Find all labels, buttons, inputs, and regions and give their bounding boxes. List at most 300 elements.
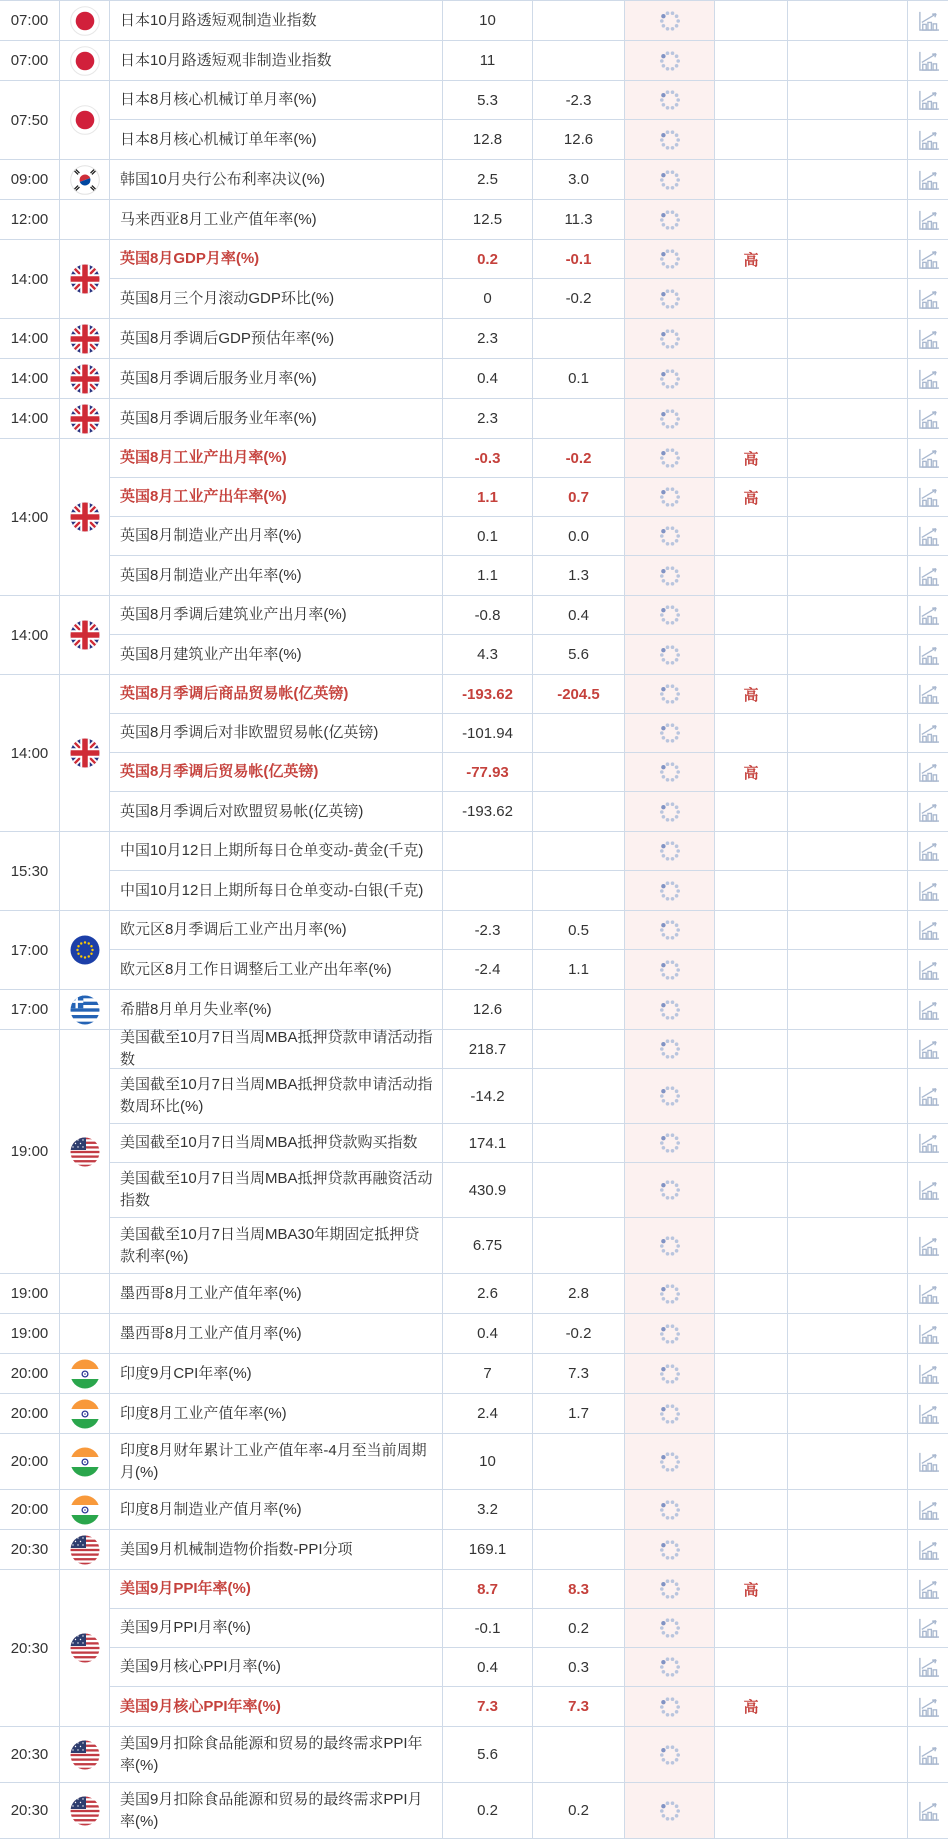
revision-cell xyxy=(788,1314,908,1353)
table-row xyxy=(110,359,948,398)
chart-cell xyxy=(908,1354,948,1393)
revision-cell xyxy=(788,439,908,477)
previous-value: -204.5 xyxy=(533,675,625,713)
bar-chart-icon[interactable] xyxy=(915,917,941,943)
bar-chart-icon[interactable] xyxy=(915,8,941,34)
chart-cell xyxy=(908,792,948,831)
chart-cell xyxy=(908,675,948,713)
bar-chart-icon[interactable] xyxy=(915,48,941,74)
revision-cell xyxy=(788,1394,908,1433)
table-row xyxy=(110,1030,948,1069)
event-rows xyxy=(110,1314,948,1353)
calendar-group xyxy=(0,1783,948,1839)
calendar-group xyxy=(0,911,948,990)
forecast-cell xyxy=(625,1530,715,1569)
importance-badge xyxy=(715,1218,788,1273)
loading-spinner-icon xyxy=(659,525,681,547)
event-name: 欧元区8月季调后工业产出月率(%) xyxy=(110,911,443,949)
importance-badge xyxy=(715,1069,788,1123)
event-time: 14:00 xyxy=(0,399,60,438)
bar-chart-icon[interactable] xyxy=(915,1083,941,1109)
loading-spinner-icon xyxy=(659,840,681,862)
bar-chart-icon[interactable] xyxy=(915,87,941,113)
chart-cell xyxy=(908,359,948,398)
previous-value xyxy=(533,1163,625,1217)
flag-placeholder xyxy=(60,1274,110,1313)
table-row xyxy=(110,478,948,517)
actual-value: -14.2 xyxy=(443,1069,533,1123)
event-name: 美国9月机械制造物价指数-PPI分项 xyxy=(110,1530,443,1569)
event-name: 欧元区8月工作日调整后工业产出年率(%) xyxy=(110,950,443,989)
loading-spinner-icon xyxy=(659,89,681,111)
actual-value: -2.4 xyxy=(443,950,533,989)
bar-chart-icon[interactable] xyxy=(915,167,941,193)
loading-spinner-icon xyxy=(659,565,681,587)
calendar-group xyxy=(0,439,948,596)
forecast-cell xyxy=(625,1609,715,1647)
forecast-cell xyxy=(625,1354,715,1393)
bar-chart-icon[interactable] xyxy=(915,642,941,668)
previous-value xyxy=(533,399,625,438)
forecast-cell xyxy=(625,1727,715,1782)
forecast-cell xyxy=(625,832,715,870)
chart-cell xyxy=(908,279,948,318)
event-rows xyxy=(110,832,948,910)
loading-spinner-icon xyxy=(659,1499,681,1521)
event-rows xyxy=(110,359,948,398)
forecast-cell xyxy=(625,200,715,239)
chart-cell xyxy=(908,1490,948,1529)
bar-chart-icon[interactable] xyxy=(915,1576,941,1602)
loading-spinner-icon xyxy=(659,919,681,941)
chart-cell xyxy=(908,1434,948,1489)
importance-badge xyxy=(715,950,788,989)
loading-spinner-icon xyxy=(659,1451,681,1473)
bar-chart-icon[interactable] xyxy=(915,406,941,432)
chart-cell xyxy=(908,1314,948,1353)
actual-value: 0.4 xyxy=(443,1314,533,1353)
event-name: 印度8月制造业产值月率(%) xyxy=(110,1490,443,1529)
event-time: 07:00 xyxy=(0,41,60,80)
event-rows xyxy=(110,81,948,159)
forecast-cell xyxy=(625,319,715,358)
event-name: 美国9月扣除食品能源和贸易的最终需求PPI月率(%) xyxy=(110,1783,443,1838)
event-rows xyxy=(110,1274,948,1313)
forecast-cell xyxy=(625,950,715,989)
previous-value xyxy=(533,871,625,910)
previous-value: 1.1 xyxy=(533,950,625,989)
chart-cell xyxy=(908,1783,948,1838)
revision-cell xyxy=(788,1783,908,1838)
calendar-group xyxy=(0,990,948,1030)
calendar-group xyxy=(0,160,948,200)
bar-chart-icon[interactable] xyxy=(915,1130,941,1156)
bar-chart-icon[interactable] xyxy=(915,957,941,983)
bar-chart-icon[interactable] xyxy=(915,1615,941,1641)
importance-badge xyxy=(715,200,788,239)
forecast-cell xyxy=(625,41,715,80)
bar-chart-icon[interactable] xyxy=(915,681,941,707)
revision-cell xyxy=(788,517,908,555)
forecast-cell xyxy=(625,478,715,516)
importance-badge xyxy=(715,160,788,199)
event-name: 美国截至10月7日当周MBA抵押贷款申请活动指数 xyxy=(110,1030,443,1068)
table-row xyxy=(110,675,948,714)
forecast-cell xyxy=(625,279,715,318)
importance-badge: 高 xyxy=(715,478,788,516)
loading-spinner-icon xyxy=(659,1085,681,1107)
bar-chart-icon[interactable] xyxy=(915,366,941,392)
revision-cell xyxy=(788,1274,908,1313)
importance-badge xyxy=(715,1314,788,1353)
revision-cell xyxy=(788,1609,908,1647)
previous-value xyxy=(533,1124,625,1162)
actual-value: 6.75 xyxy=(443,1218,533,1273)
calendar-group xyxy=(0,1,948,41)
loading-spinner-icon xyxy=(659,604,681,626)
event-time: 20:00 xyxy=(0,1490,60,1529)
japan-flag-icon xyxy=(60,1,110,40)
chart-cell xyxy=(908,1218,948,1273)
bar-chart-icon[interactable] xyxy=(915,326,941,352)
revision-cell xyxy=(788,1124,908,1162)
bar-chart-icon[interactable] xyxy=(915,1177,941,1203)
bar-chart-icon[interactable] xyxy=(915,1694,941,1720)
event-name: 中国10月12日上期所每日仓单变动-白银(千克) xyxy=(110,871,443,910)
bar-chart-icon[interactable] xyxy=(915,1281,941,1307)
chart-cell xyxy=(908,81,948,119)
importance-badge xyxy=(715,1030,788,1068)
event-rows xyxy=(110,1490,948,1529)
importance-badge xyxy=(715,120,788,159)
actual-value: 3.2 xyxy=(443,1490,533,1529)
bar-chart-icon[interactable] xyxy=(915,563,941,589)
previous-value xyxy=(533,319,625,358)
bar-chart-icon[interactable] xyxy=(915,602,941,628)
table-row xyxy=(110,832,948,871)
india-flag-icon xyxy=(60,1354,110,1393)
calendar-group xyxy=(0,1530,948,1570)
greece-flag-icon xyxy=(60,990,110,1029)
table-row xyxy=(110,556,948,595)
event-time: 19:00 xyxy=(0,1314,60,1353)
revision-cell xyxy=(788,1648,908,1686)
table-row xyxy=(110,911,948,950)
importance-badge xyxy=(715,635,788,674)
usa-flag-icon xyxy=(60,1530,110,1569)
loading-spinner-icon xyxy=(659,683,681,705)
loading-spinner-icon xyxy=(659,1744,681,1766)
forecast-cell xyxy=(625,399,715,438)
loading-spinner-icon xyxy=(659,1132,681,1154)
calendar-group xyxy=(0,596,948,675)
revision-cell xyxy=(788,911,908,949)
actual-value: 169.1 xyxy=(443,1530,533,1569)
importance-badge xyxy=(715,1490,788,1529)
bar-chart-icon[interactable] xyxy=(915,523,941,549)
bar-chart-icon[interactable] xyxy=(915,1449,941,1475)
usa-flag-icon xyxy=(60,1783,110,1838)
forecast-cell xyxy=(625,359,715,398)
event-name: 美国截至10月7日当周MBA抵押贷款再融资活动指数 xyxy=(110,1163,443,1217)
chart-cell xyxy=(908,1030,948,1068)
importance-badge: 高 xyxy=(715,675,788,713)
calendar-group xyxy=(0,1490,948,1530)
loading-spinner-icon xyxy=(659,999,681,1021)
loading-spinner-icon xyxy=(659,248,681,270)
bar-chart-icon[interactable] xyxy=(915,997,941,1023)
loading-spinner-icon xyxy=(659,722,681,744)
japan-flag-icon xyxy=(60,81,110,159)
bar-chart-icon[interactable] xyxy=(915,445,941,471)
forecast-cell xyxy=(625,1570,715,1608)
actual-value: -101.94 xyxy=(443,714,533,752)
actual-value: 7 xyxy=(443,1354,533,1393)
previous-value: 11.3 xyxy=(533,200,625,239)
table-row xyxy=(110,1570,948,1609)
previous-value: 0.0 xyxy=(533,517,625,555)
calendar-group xyxy=(0,1434,948,1490)
actual-value: 174.1 xyxy=(443,1124,533,1162)
forecast-cell xyxy=(625,1314,715,1353)
revision-cell xyxy=(788,319,908,358)
importance-badge xyxy=(715,319,788,358)
bar-chart-icon[interactable] xyxy=(915,1036,941,1062)
event-time: 20:30 xyxy=(0,1783,60,1838)
uk-flag-icon xyxy=(60,240,110,318)
chart-cell xyxy=(908,556,948,595)
revision-cell xyxy=(788,596,908,634)
revision-cell xyxy=(788,950,908,989)
table-row xyxy=(110,1274,948,1313)
actual-value: 4.3 xyxy=(443,635,533,674)
importance-badge xyxy=(715,1648,788,1686)
forecast-cell xyxy=(625,714,715,752)
table-row xyxy=(110,753,948,792)
chart-cell xyxy=(908,319,948,358)
importance-badge xyxy=(715,911,788,949)
previous-value xyxy=(533,41,625,80)
revision-cell xyxy=(788,399,908,438)
previous-value: 0.7 xyxy=(533,478,625,516)
chart-cell xyxy=(908,1069,948,1123)
revision-cell xyxy=(788,1030,908,1068)
importance-badge xyxy=(715,41,788,80)
loading-spinner-icon xyxy=(659,1283,681,1305)
loading-spinner-icon xyxy=(659,486,681,508)
event-time: 07:00 xyxy=(0,1,60,40)
actual-value: 0.2 xyxy=(443,240,533,278)
bar-chart-icon[interactable] xyxy=(915,1321,941,1347)
bar-chart-icon[interactable] xyxy=(915,127,941,153)
bar-chart-icon[interactable] xyxy=(915,207,941,233)
importance-badge xyxy=(715,596,788,634)
event-name: 英国8月工业产出月率(%) xyxy=(110,439,443,477)
bar-chart-icon[interactable] xyxy=(915,799,941,825)
actual-value: 12.8 xyxy=(443,120,533,159)
revision-cell xyxy=(788,1434,908,1489)
bar-chart-icon[interactable] xyxy=(915,838,941,864)
event-name: 希腊8月单月失业率(%) xyxy=(110,990,443,1029)
event-rows xyxy=(110,990,948,1029)
calendar-group xyxy=(0,240,948,319)
revision-cell xyxy=(788,1,908,40)
revision-cell xyxy=(788,279,908,318)
previous-value xyxy=(533,1218,625,1273)
actual-value xyxy=(443,871,533,910)
table-row xyxy=(110,1354,948,1393)
revision-cell xyxy=(788,1163,908,1217)
importance-badge: 高 xyxy=(715,753,788,791)
previous-value xyxy=(533,990,625,1029)
importance-badge xyxy=(715,1609,788,1647)
chart-cell xyxy=(908,41,948,80)
importance-badge xyxy=(715,1434,788,1489)
bar-chart-icon[interactable] xyxy=(915,1497,941,1523)
bar-chart-icon[interactable] xyxy=(915,720,941,746)
event-time: 20:00 xyxy=(0,1394,60,1433)
event-rows xyxy=(110,1394,948,1433)
revision-cell xyxy=(788,714,908,752)
importance-badge xyxy=(715,1783,788,1838)
table-row xyxy=(110,871,948,910)
event-time: 15:30 xyxy=(0,832,60,910)
forecast-cell xyxy=(625,1394,715,1433)
event-time: 07:50 xyxy=(0,81,60,159)
table-row xyxy=(110,1218,948,1273)
event-name: 美国截至10月7日当周MBA抵押贷款购买指数 xyxy=(110,1124,443,1162)
revision-cell xyxy=(788,200,908,239)
actual-value: 8.7 xyxy=(443,1570,533,1608)
revision-cell xyxy=(788,1687,908,1726)
bar-chart-icon[interactable] xyxy=(915,1233,941,1259)
bar-chart-icon[interactable] xyxy=(915,1742,941,1768)
forecast-cell xyxy=(625,1218,715,1273)
event-time: 20:30 xyxy=(0,1727,60,1782)
event-name: 英国8月工业产出年率(%) xyxy=(110,478,443,516)
chart-cell xyxy=(908,160,948,199)
event-name: 英国8月季调后建筑业产出月率(%) xyxy=(110,596,443,634)
chart-cell xyxy=(908,1163,948,1217)
event-time: 09:00 xyxy=(0,160,60,199)
table-row xyxy=(110,635,948,674)
event-rows xyxy=(110,1783,948,1838)
table-row xyxy=(110,240,948,279)
event-rows xyxy=(110,1434,948,1489)
actual-value: -77.93 xyxy=(443,753,533,791)
table-row xyxy=(110,1124,948,1163)
revision-cell xyxy=(788,1354,908,1393)
event-name: 英国8月季调后服务业年率(%) xyxy=(110,399,443,438)
previous-value: -0.2 xyxy=(533,1314,625,1353)
event-time: 20:00 xyxy=(0,1354,60,1393)
bar-chart-icon[interactable] xyxy=(915,1537,941,1563)
loading-spinner-icon xyxy=(659,288,681,310)
table-row xyxy=(110,1530,948,1569)
event-time: 14:00 xyxy=(0,319,60,358)
event-time: 17:00 xyxy=(0,990,60,1029)
actual-value: 7.3 xyxy=(443,1687,533,1726)
previous-value: 0.2 xyxy=(533,1609,625,1647)
importance-badge xyxy=(715,1727,788,1782)
table-row xyxy=(110,1648,948,1687)
forecast-cell xyxy=(625,753,715,791)
forecast-cell xyxy=(625,1274,715,1313)
actual-value: 2.4 xyxy=(443,1394,533,1433)
event-rows xyxy=(110,1727,948,1782)
india-flag-icon xyxy=(60,1394,110,1433)
bar-chart-icon[interactable] xyxy=(915,246,941,272)
table-row xyxy=(110,1163,948,1218)
bar-chart-icon[interactable] xyxy=(915,759,941,785)
loading-spinner-icon xyxy=(659,1617,681,1639)
actual-value: 1.1 xyxy=(443,478,533,516)
loading-spinner-icon xyxy=(659,328,681,350)
calendar-group xyxy=(0,81,948,160)
uk-flag-icon xyxy=(60,439,110,595)
bar-chart-icon[interactable] xyxy=(915,1361,941,1387)
calendar-group xyxy=(0,1570,948,1727)
revision-cell xyxy=(788,675,908,713)
loading-spinner-icon xyxy=(659,50,681,72)
chart-cell xyxy=(908,990,948,1029)
revision-cell xyxy=(788,1570,908,1608)
bar-chart-icon[interactable] xyxy=(915,484,941,510)
eu-flag-icon xyxy=(60,911,110,989)
bar-chart-icon[interactable] xyxy=(915,1654,941,1680)
event-time: 14:00 xyxy=(0,675,60,831)
loading-spinner-icon xyxy=(659,644,681,666)
previous-value xyxy=(533,1,625,40)
calendar-group xyxy=(0,1727,948,1783)
bar-chart-icon[interactable] xyxy=(915,878,941,904)
previous-value: -0.2 xyxy=(533,439,625,477)
event-name: 美国9月核心PPI月率(%) xyxy=(110,1648,443,1686)
revision-cell xyxy=(788,1069,908,1123)
calendar-group xyxy=(0,1394,948,1434)
importance-badge xyxy=(715,1274,788,1313)
previous-value xyxy=(533,832,625,870)
table-row xyxy=(110,1434,948,1489)
importance-badge: 高 xyxy=(715,1570,788,1608)
event-rows xyxy=(110,675,948,831)
chart-cell xyxy=(908,1124,948,1162)
bar-chart-icon[interactable] xyxy=(915,1798,941,1824)
importance-badge xyxy=(715,1354,788,1393)
loading-spinner-icon xyxy=(659,801,681,823)
chart-cell xyxy=(908,200,948,239)
table-row xyxy=(110,1314,948,1353)
bar-chart-icon[interactable] xyxy=(915,286,941,312)
forecast-cell xyxy=(625,990,715,1029)
previous-value xyxy=(533,1727,625,1782)
event-name: 日本8月核心机械订单年率(%) xyxy=(110,120,443,159)
loading-spinner-icon xyxy=(659,1539,681,1561)
event-name: 日本8月核心机械订单月率(%) xyxy=(110,81,443,119)
event-time: 19:00 xyxy=(0,1274,60,1313)
chart-cell xyxy=(908,1648,948,1686)
importance-badge: 高 xyxy=(715,240,788,278)
loading-spinner-icon xyxy=(659,1696,681,1718)
importance-badge xyxy=(715,832,788,870)
chart-cell xyxy=(908,517,948,555)
bar-chart-icon[interactable] xyxy=(915,1401,941,1427)
previous-value xyxy=(533,1069,625,1123)
chart-cell xyxy=(908,832,948,870)
importance-badge: 高 xyxy=(715,1687,788,1726)
event-name: 英国8月季调后GDP预估年率(%) xyxy=(110,319,443,358)
table-row xyxy=(110,714,948,753)
